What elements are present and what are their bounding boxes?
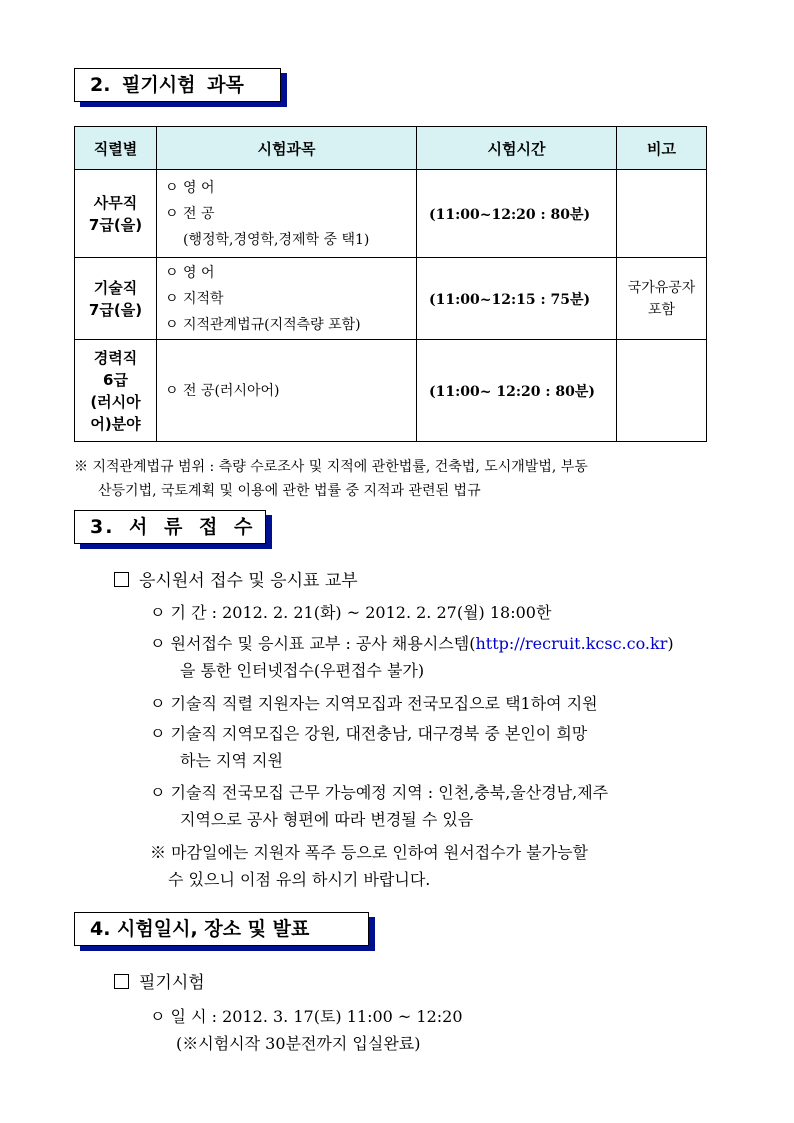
section-2-title: 2. 필기시험 과목 — [74, 68, 281, 102]
tech-text: ㅇ 기술직 지역모집은 강원, 대전충남, 대구경북 중 본인이 희망 — [150, 724, 588, 743]
subject-line: (행정학,경영학,경제학 중 택1) — [183, 231, 370, 248]
category-line: 기술직 — [93, 278, 138, 297]
tech-text: ㅇ 기술직 전국모집 근무 가능예정 지역 : 인천,충북,울산경남,제주 — [150, 783, 609, 802]
tech-item-2 — [150, 720, 720, 774]
subject-line: ㅇ 전 공(러시아어) — [165, 382, 280, 399]
category-cell — [75, 340, 157, 442]
table-header: 직렬별 — [75, 127, 157, 170]
table-row — [75, 340, 707, 442]
subject-line: ㅇ 영 어 — [165, 264, 215, 281]
apply-item — [150, 630, 720, 684]
footnote — [74, 455, 724, 503]
table-row — [75, 258, 707, 340]
category-cell — [75, 258, 157, 340]
date-cont: (※시험시작 30분전까지 입실완료) — [176, 1034, 421, 1053]
tech-cont: 지역으로 공사 형편에 따라 변경될 수 있음 — [180, 810, 474, 829]
subject-line: ㅇ 지적학 — [165, 290, 224, 307]
time-cell: (11:00~ 12:20 : 80분) — [417, 340, 617, 442]
category-cell — [75, 170, 157, 258]
period-item: ㅇ 기 간 : 2012. 2. 21(화) ~ 2012. 2. 27(월) 18:00한 — [150, 603, 552, 622]
note-line: 포함 — [647, 301, 676, 318]
heading-text: 응시원서 접수 및 응시표 교부 — [139, 571, 358, 591]
tech-item-1: ㅇ 기술직 직렬 지원자는 지역모집과 전국모집으로 택1하여 지원 — [150, 694, 598, 713]
category-line: (러시아 — [90, 392, 141, 411]
apply-cont: 을 통한 인터넷접수(우편접수 불가) — [180, 661, 425, 680]
tech-item-3 — [150, 779, 720, 833]
note-cell — [617, 258, 707, 340]
date-text: ㅇ 일 시 : 2012. 3. 17(토) 11:00 ~ 12:20 — [150, 1007, 463, 1026]
exam-subject-table — [74, 126, 707, 442]
apply-text: ) — [667, 634, 674, 653]
footnote-line: ※ 지적관계법규 범위 : 측량 수로조사 및 지적에 관한법률, 건축법, 도시개발법, 부동 — [74, 459, 588, 475]
checkbox-square-icon — [114, 572, 129, 587]
category-line: 6급 — [103, 370, 128, 389]
category-line: 경력직 — [93, 348, 138, 367]
checkbox-square-icon — [114, 974, 129, 989]
subject-line: ㅇ 영 어 — [165, 179, 215, 196]
subject-cell — [157, 170, 417, 258]
exam-date-item — [150, 1003, 720, 1057]
table-header: 시험과목 — [157, 127, 417, 170]
tech-cont: 하는 지역 지원 — [180, 751, 283, 770]
note-cell — [617, 170, 707, 258]
category-line: 7급(을) — [88, 215, 143, 234]
subject-line: ㅇ 지적관계법규(지적측량 포함) — [165, 316, 361, 333]
section-4-heading — [114, 968, 205, 993]
warning-item — [150, 839, 720, 893]
time-cell: (11:00~12:15 : 75분) — [417, 258, 617, 340]
footnote-line: 산등기법, 국토계획 및 이용에 관한 법률 중 지적과 관련된 법규 — [98, 483, 481, 499]
category-line: 사무직 — [93, 193, 138, 212]
subject-line: ㅇ 전 공 — [165, 205, 215, 222]
category-line: 7급(을) — [88, 300, 143, 319]
warning-cont: 수 있으니 이점 유의 하시기 바랍니다. — [168, 870, 431, 889]
note-line: 국가유공자 — [627, 279, 696, 296]
category-line: 어)분야 — [90, 414, 141, 433]
note-cell — [617, 340, 707, 442]
recruit-link[interactable]: http://recruit.kcsc.co.kr — [475, 634, 668, 653]
section-4-title: 4. 시험일시, 장소 및 발표 — [74, 912, 369, 946]
heading-text: 필기시험 — [139, 973, 205, 993]
section-3-heading — [114, 566, 358, 591]
apply-text: ㅇ 원서접수 및 응시표 교부 : 공사 채용시스템( — [150, 634, 476, 653]
table-row — [75, 170, 707, 258]
subject-cell — [157, 340, 417, 442]
time-cell: (11:00~12:20 : 80분) — [417, 170, 617, 258]
subject-cell — [157, 258, 417, 340]
table-header-row — [75, 127, 707, 170]
warning-text: ※ 마감일에는 지원자 폭주 등으로 인하여 원서접수가 불가능할 — [150, 843, 589, 862]
table-header: 시험시간 — [417, 127, 617, 170]
section-3-title: 3. 서 류 접 수 — [74, 510, 266, 544]
table-header: 비고 — [617, 127, 707, 170]
